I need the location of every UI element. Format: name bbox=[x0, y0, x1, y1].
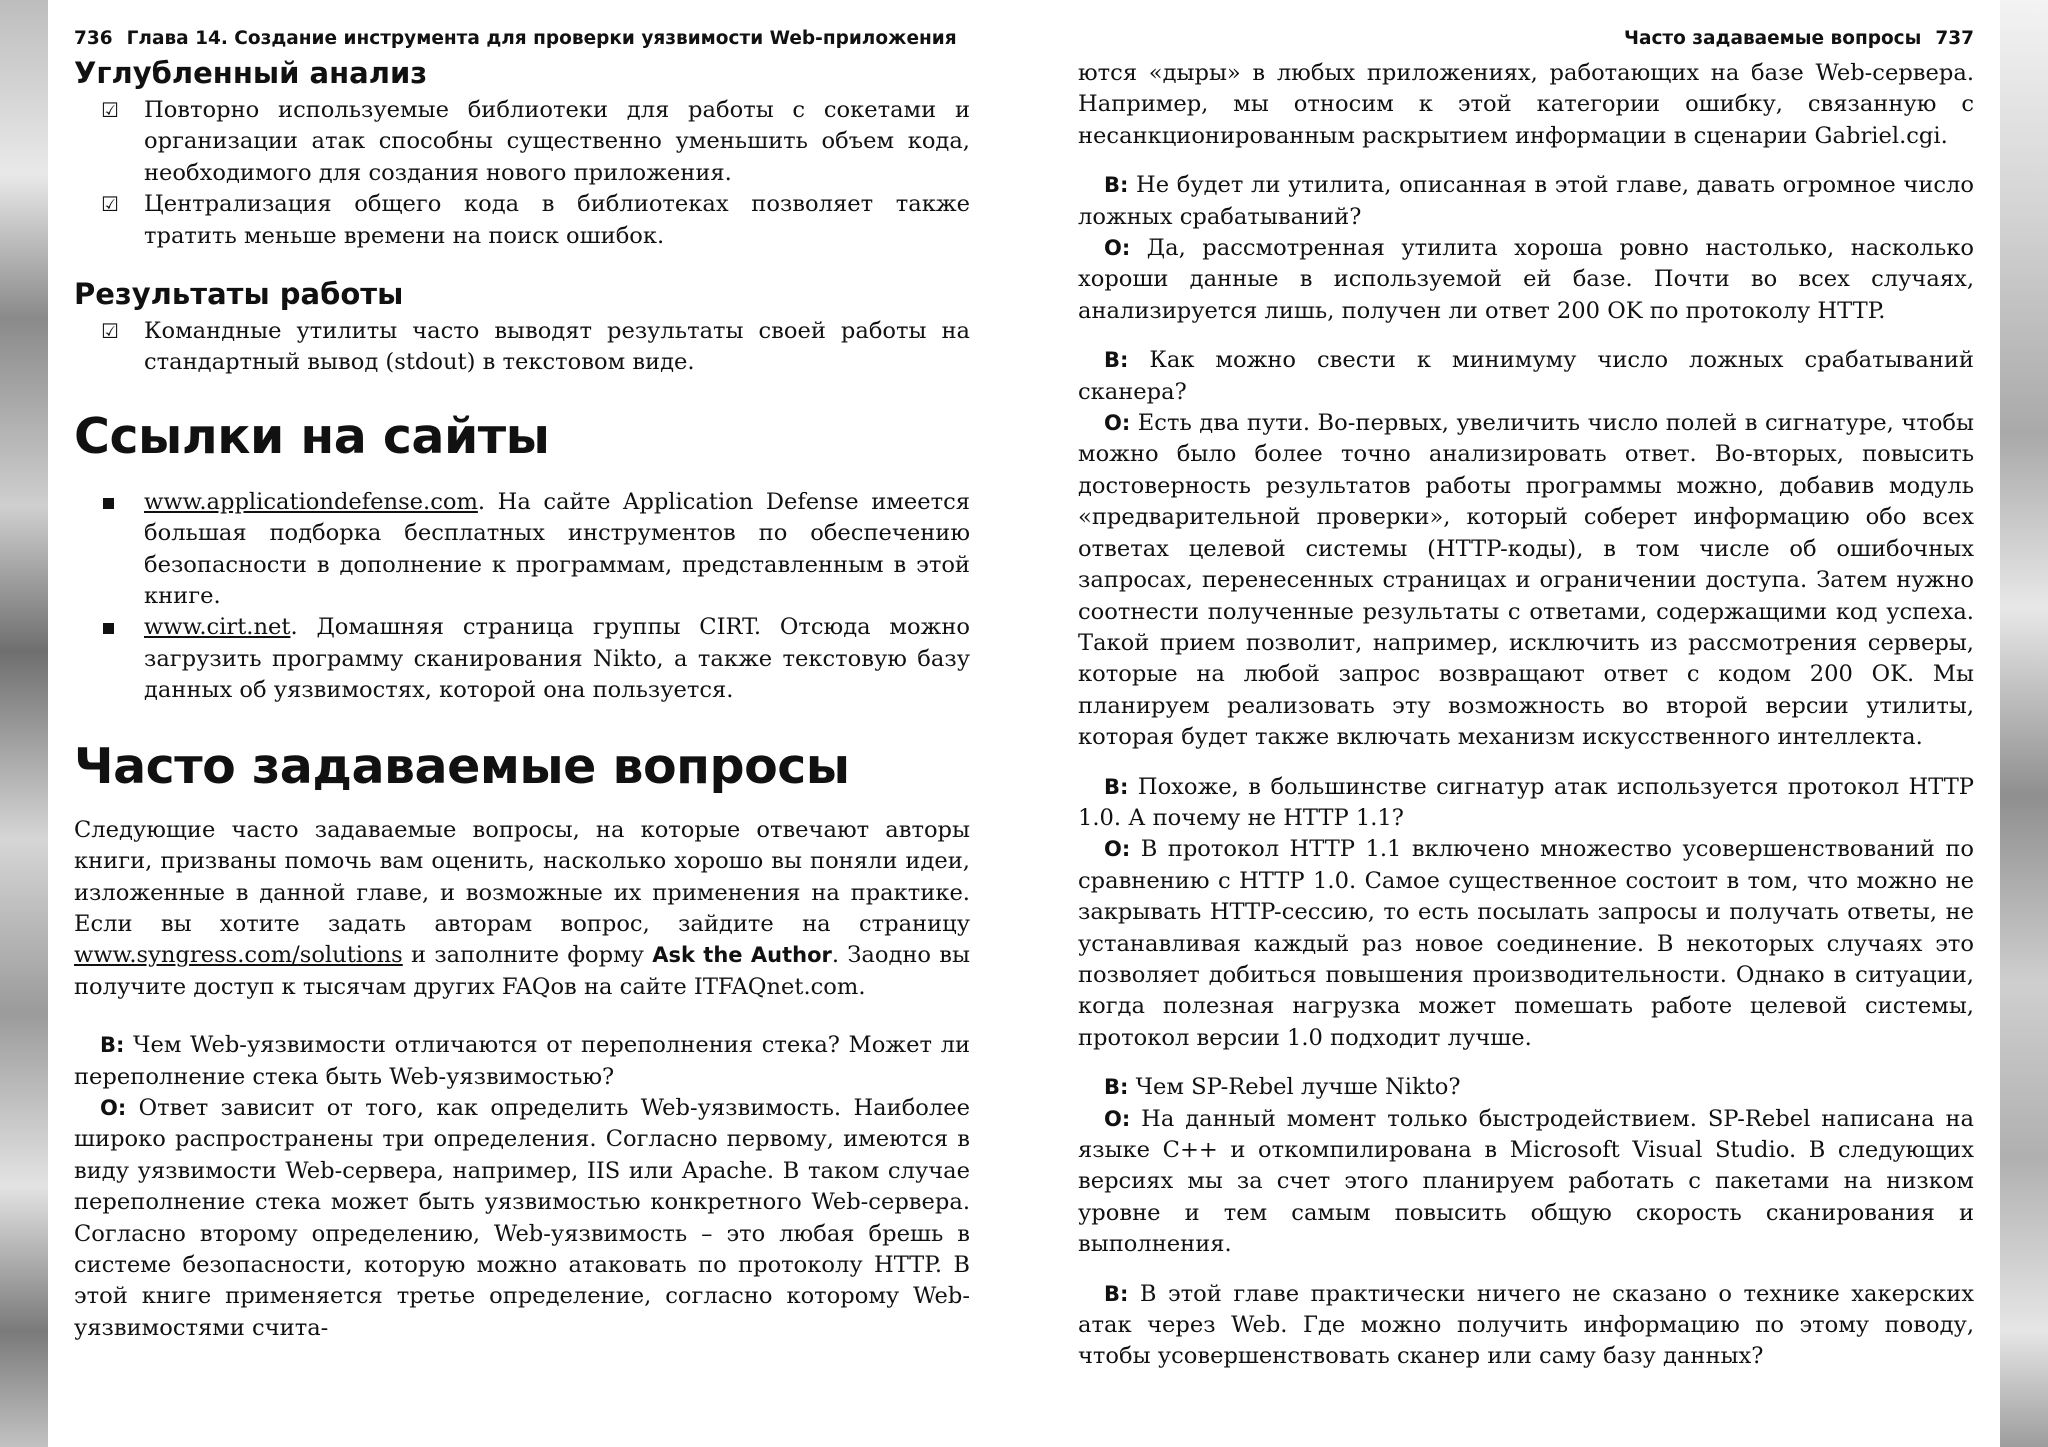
faq-answer-1: О: Ответ зависит от того, как определить Web-уязвимость. Наиболее широко распространены три определения. Согласно первому, имеются в виду уязвимости Web-сервера, например, IIS или Apache. В таком случае переполнение стека может быть уязвимостью конкретного Web-сервера. Согласно второму определению, Web-уязвимость – это любая брешь в системе безопасности, которую можно атаковать по протоколу HTTP. В этой книге применяется третье определение, согласно которому Web-уязвимостями счита- bbox=[74, 1094, 970, 1341]
left-page-number: 736 bbox=[74, 28, 113, 49]
left-running-header bbox=[74, 26, 970, 54]
faq-question-6: В: В этой главе практически ничего не сказано о технике хакерских атак через Web. Где можно получить информацию по этому поводу, чтобы усовершенствовать сканер или саму базу данных? bbox=[1078, 1280, 1975, 1370]
faq-question-2: В: Не будет ли утилита, описанная в этой главе, давать огромное число ложных срабатываний? bbox=[1078, 172, 1974, 230]
list-item: ☑ Централизация общего кода в библиотеках позволяет также тратить меньше времени на поиск ошибок. bbox=[101, 191, 970, 249]
list-item: ☑ Командные утилиты часто выводят результаты своей работы на стандартный вывод (stdout) в текстовом виде. bbox=[101, 318, 970, 376]
faq-answer-5: О: На данный момент только быстродействием. SP-Rebel написана на языке C++ и откомпилирована в Microsoft Visual Studio. В следующих версиях мы за счет этого планируем работать с пакетами на низком уровне и тем самым повысить общую скорость сканирования и выполнения. bbox=[1078, 1105, 1974, 1258]
right-running-header bbox=[1078, 26, 1974, 54]
links-list bbox=[74, 487, 970, 707]
links-heading: Ссылки на сайты bbox=[74, 407, 550, 465]
applicationdefense-link[interactable]: www.applicationdefense.com bbox=[144, 488, 478, 515]
faq-question-5: В: Чем SP-Rebel лучше Nikto? bbox=[1104, 1074, 1461, 1101]
deep-analysis-heading: Углубленный анализ bbox=[74, 56, 428, 90]
right-page bbox=[1008, 0, 2000, 1447]
background-left bbox=[0, 0, 48, 1447]
cirt-link[interactable]: www.cirt.net bbox=[144, 614, 291, 641]
right-running-head-text: Часто задаваемые вопросы bbox=[1624, 28, 1922, 49]
background-right bbox=[2000, 0, 2048, 1447]
faq-intro: Следующие часто задаваемые вопросы, на которые отвечают авторы книги, призваны помочь вам оценить, насколько хорошо вы поняли идеи, изложенные в данной главе, и возможные их применения на практике. Если вы хотите задать авторам вопрос, зайдите на страницу www.syngress.com/solutions и заполните форму Ask the Author. Заодно вы получите доступ к тысячам других FAQов на сайте ITFAQnet.com. bbox=[74, 816, 970, 1000]
list-item: www.applicationdefense.com. На сайте Application Defense имеется большая подборка бесплатных инструментов по обеспечению безопасности в дополнение к программам, представленным в этой книге. bbox=[74, 487, 970, 613]
faq-question-1: В: Чем Web-уязвимости отличаются от переполнения стека? Может ли переполнение стека быть Web-уязвимостью? bbox=[74, 1032, 970, 1090]
list-item: ☑ Повторно используемые библиотеки для работы с сокетами и организации атак способны существенно уменьшить объем кода, необходимого для создания нового приложения. bbox=[101, 97, 970, 186]
faq-answer-2: О: Да, рассмотренная утилита хороша ровно настолько, насколько хороши данные в используемой ей базе. Почти во всех случаях, анализируется лишь, получен ли ответ 200 OK по протоколу HTTP. bbox=[1078, 235, 1974, 324]
ask-the-author-label: Ask the Author bbox=[652, 943, 832, 968]
answer-continuation: ются «дыры» в любых приложениях, работающих на базе Web-сервера. Например, мы относим к этой категории ошибку, связанную с несанкционированным раскрытием информации в сценарии Gabriel.cgi. bbox=[1078, 60, 1974, 149]
faq-question-3: В: Как можно свести к минимуму число ложных срабатываний сканера? bbox=[1078, 347, 1974, 405]
right-page-number: 737 bbox=[1935, 28, 1974, 49]
faq-heading: Часто задаваемые вопросы bbox=[74, 737, 850, 795]
checkbox-icon: ☑ bbox=[101, 319, 119, 344]
checkbox-icon: ☑ bbox=[101, 98, 119, 122]
results-heading: Результаты работы bbox=[74, 277, 404, 312]
left-running-head-text: Глава 14. Создание инструмента для проверки уязвимости Web-приложения bbox=[126, 28, 957, 49]
deep-analysis-list bbox=[74, 95, 970, 252]
bullet-square-icon bbox=[103, 623, 114, 634]
list-item: www.cirt.net. Домашняя страница группы CIRT. Отсюда можно загрузить программу сканирования Nikto, а также текстовую базу данных об уязвимостях, которой она пользуется. bbox=[74, 612, 970, 706]
left-page bbox=[48, 0, 1008, 1447]
checkbox-icon: ☑ bbox=[101, 192, 119, 217]
faq-question-4: В: Похоже, в большинстве сигнатур атак используется протокол HTTP 1.0. А почему не HTTP 1.1? bbox=[1078, 773, 1974, 831]
faq-answer-3: О: Есть два пути. Во-первых, увеличить число полей в сигнатуре, чтобы можно было более точно анализировать ответ. Во-вторых, повысить достоверность результатов работы программы можно, добавив модуль «предварительной проверки», который соберет информацию обо всех ответах целевой системы (HTTP-коды), в том числе об ошибочных запросах, перенесенных страницах и ограничении доступа. Затем нужно соотнести полученные результаты с ответами, содержащими код успеха. Такой прием позволит, например, исключить из рассмотрения серверы, которые на любой запрос возвращают ответ с кодом 200 OK. Мы планируем реализовать эту возможность во второй версии утилиты, которая будет также включать механизм искусственного интеллекта. bbox=[1078, 410, 1975, 751]
bullet-square-icon bbox=[103, 498, 114, 509]
results-list bbox=[74, 316, 970, 379]
syngress-link[interactable]: www.syngress.com/solutions bbox=[74, 942, 403, 969]
faq-answer-4: О: В протокол HTTP 1.1 включено множество усовершенствований по сравнению с HTTP 1.0. Самое существенное состоит в том, что можно не закрывать HTTP-сессию, то есть посылать запросы и получать ответы, не устанавливая каждый раз новое соединение. В некоторых случаях это позволяет добиться повышения производительности. Однако в ситуации, когда полезная нагрузка может помешать работе целевой системы, протокол версии 1.0 подходит лучше. bbox=[1078, 836, 1974, 1051]
